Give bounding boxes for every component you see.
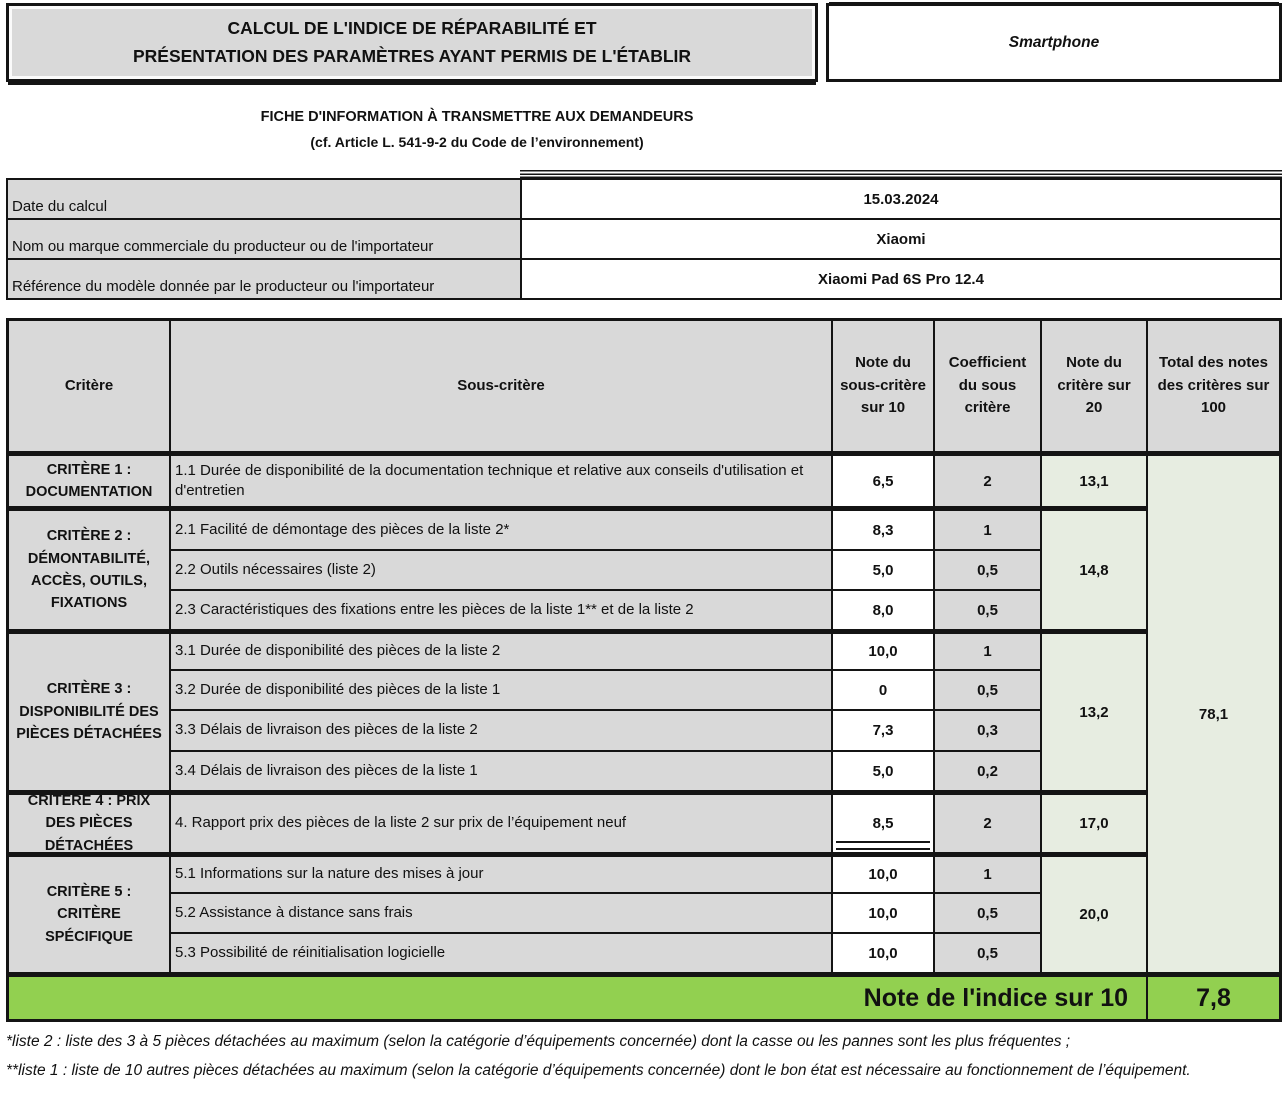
column-header-note-sous-critere: Note du sous-critère sur 10 (833, 321, 933, 451)
document-header (6, 3, 1282, 82)
document-subtitle (6, 109, 948, 150)
subcriterion-note-cell: 7,3 (833, 711, 933, 750)
subcriterion-note-cell: 10,0 (833, 894, 933, 932)
info-value-date: 15.03.2024 (522, 180, 1280, 218)
criterion-note20-cell: 13,1 (1042, 453, 1146, 506)
subcriterion-coefficient-cell: 1 (935, 854, 1040, 892)
subcriterion-note-cell: 10,0 (833, 854, 933, 892)
subcriterion-coefficient-cell: 0,3 (935, 711, 1040, 750)
criterion-name-cell: CRITÈRE 4 : PRIX DES PIÈCES DÉTACHÉES (9, 792, 169, 852)
document-title-line2: PRÉSENTATION DES PARAMÈTRES AYANT PERMIS DE L'ÉTABLIR (132, 46, 692, 66)
column-header-sous-critere: Sous-critère (171, 321, 831, 451)
subcriterion-label-cell: 1.1 Durée de disponibilité de la documentation technique et relative aux conseils d'utilisation et d'entretien (171, 453, 831, 506)
subcriterion-note-cell: 5,0 (833, 551, 933, 589)
subtitle-line2: (cf. Article L. 541-9-2 du Code de l’environnement) (310, 134, 644, 150)
subcriterion-coefficient-cell: 1 (935, 508, 1040, 549)
subcriterion-coefficient-cell: 0,2 (935, 752, 1040, 790)
product-info-table (6, 178, 1282, 300)
subcriterion-label-cell: 5.1 Informations sur la nature des mises à jour (171, 854, 831, 892)
document-page (6, 0, 1282, 1097)
subcriterion-coefficient-cell: 0,5 (935, 671, 1040, 709)
subcriterion-note-cell: 10,0 (833, 934, 933, 972)
total-notes-sur-100: 78,1 (1148, 453, 1279, 972)
info-label-brand: Nom ou marque commerciale du producteur ou de l'importateur (8, 220, 520, 258)
criterion-name-cell: CRITÈRE 5 : CRITÈRE SPÉCIFIQUE (9, 854, 169, 972)
decorative-triple-line (520, 170, 1282, 178)
subcriterion-note-cell: 8,0 (833, 591, 933, 629)
criterion-note20-cell: 17,0 (1042, 792, 1146, 852)
subcriterion-note-cell: 5,0 (833, 752, 933, 790)
subcriterion-label-cell: 3.1 Durée de disponibilité des pièces de la liste 2 (171, 631, 831, 669)
column-header-coefficient: Coefficient du sous critère (935, 321, 1040, 451)
subcriterion-label-cell: 4. Rapport prix des pièces de la liste 2 sur prix de l’équipement neuf (171, 792, 831, 852)
subcriterion-coefficient-cell: 0,5 (935, 934, 1040, 972)
info-label-model: Référence du modèle donnée par le producteur ou l'importateur (8, 260, 520, 298)
column-header-note-critere-20: Note du critère sur 20 (1042, 321, 1146, 451)
criterion-name-cell: CRITÈRE 3 : DISPONIBILITÉ DES PIÈCES DÉTACHÉES (9, 631, 169, 790)
info-label-date: Date du calcul (8, 180, 520, 218)
subcriterion-label-cell: 3.2 Durée de disponibilité des pièces de la liste 1 (171, 671, 831, 709)
subcriterion-coefficient-cell: 0,5 (935, 591, 1040, 629)
subcriterion-coefficient-cell: 2 (935, 792, 1040, 852)
document-title-line1: CALCUL DE L'INDICE DE RÉPARABILITÉ ET (227, 18, 597, 38)
column-header-critere: Critère (9, 321, 169, 451)
subcriterion-note-cell: 8,5 (833, 792, 933, 852)
criterion-note20-cell: 20,0 (1042, 854, 1146, 972)
footnote-liste-1: **liste 1 : liste de 10 autres pièces détachées au maximum (selon la catégorie d’équipements concernée) dont le bon état est nécessaire au fonctionnement de l’équipement. (6, 1062, 1191, 1079)
info-value-model: Xiaomi Pad 6S Pro 12.4 (522, 260, 1280, 298)
footnote-liste-2: *liste 2 : liste des 3 à 5 pièces détachées au maximum (selon la catégorie d’équipements concernée) dont la casse ou les pannes sont les plus fréquentes ; (6, 1033, 1071, 1050)
column-header-total-100: Total des notes des critères sur 100 (1148, 321, 1279, 451)
subcriterion-label-cell: 2.2 Outils nécessaires (liste 2) (171, 551, 831, 589)
footnotes (6, 1033, 1282, 1080)
info-value-brand: Xiaomi (522, 220, 1280, 258)
subcriterion-note-cell: 10,0 (833, 631, 933, 669)
subcriterion-label-cell: 5.2 Assistance à distance sans frais (171, 894, 831, 932)
criterion-name-cell: CRITÈRE 1 : DOCUMENTATION (9, 453, 169, 506)
subcriterion-label-cell: 3.4 Délais de livraison des pièces de la liste 1 (171, 752, 831, 790)
subcriterion-coefficient-cell: 0,5 (935, 551, 1040, 589)
criterion-note20-cell: 13,2 (1042, 631, 1146, 790)
index-note-label: Note de l'indice sur 10 (9, 974, 1146, 1019)
subcriterion-coefficient-cell: 0,5 (935, 894, 1040, 932)
subcriterion-note-cell: 8,3 (833, 508, 933, 549)
subcriterion-note-cell: 6,5 (833, 453, 933, 506)
document-title-box (6, 3, 818, 82)
subcriterion-label-cell: 2.3 Caractéristiques des fixations entre les pièces de la liste 1** et de la liste 2 (171, 591, 831, 629)
subtitle-line1: FICHE D'INFORMATION À TRANSMETTRE AUX DEMANDEURS (260, 109, 694, 125)
criterion-name-cell: CRITÈRE 2 : DÉMONTABILITÉ, ACCÈS, OUTILS, FIXATIONS (9, 508, 169, 629)
criterion-note20-cell: 14,8 (1042, 508, 1146, 629)
product-category-label: Smartphone (1008, 33, 1100, 51)
product-category-box (826, 3, 1282, 82)
subcriterion-label-cell: 2.1 Facilité de démontage des pièces de la liste 2* (171, 508, 831, 549)
criteria-table (6, 318, 1282, 1022)
subcriterion-coefficient-cell: 2 (935, 453, 1040, 506)
subcriterion-note-cell: 0 (833, 671, 933, 709)
subcriterion-label-cell: 5.3 Possibilité de réinitialisation logicielle (171, 934, 831, 972)
subcriterion-label-cell: 3.3 Délais de livraison des pièces de la liste 2 (171, 711, 831, 750)
subcriterion-coefficient-cell: 1 (935, 631, 1040, 669)
index-note-value: 7,8 (1148, 974, 1279, 1019)
